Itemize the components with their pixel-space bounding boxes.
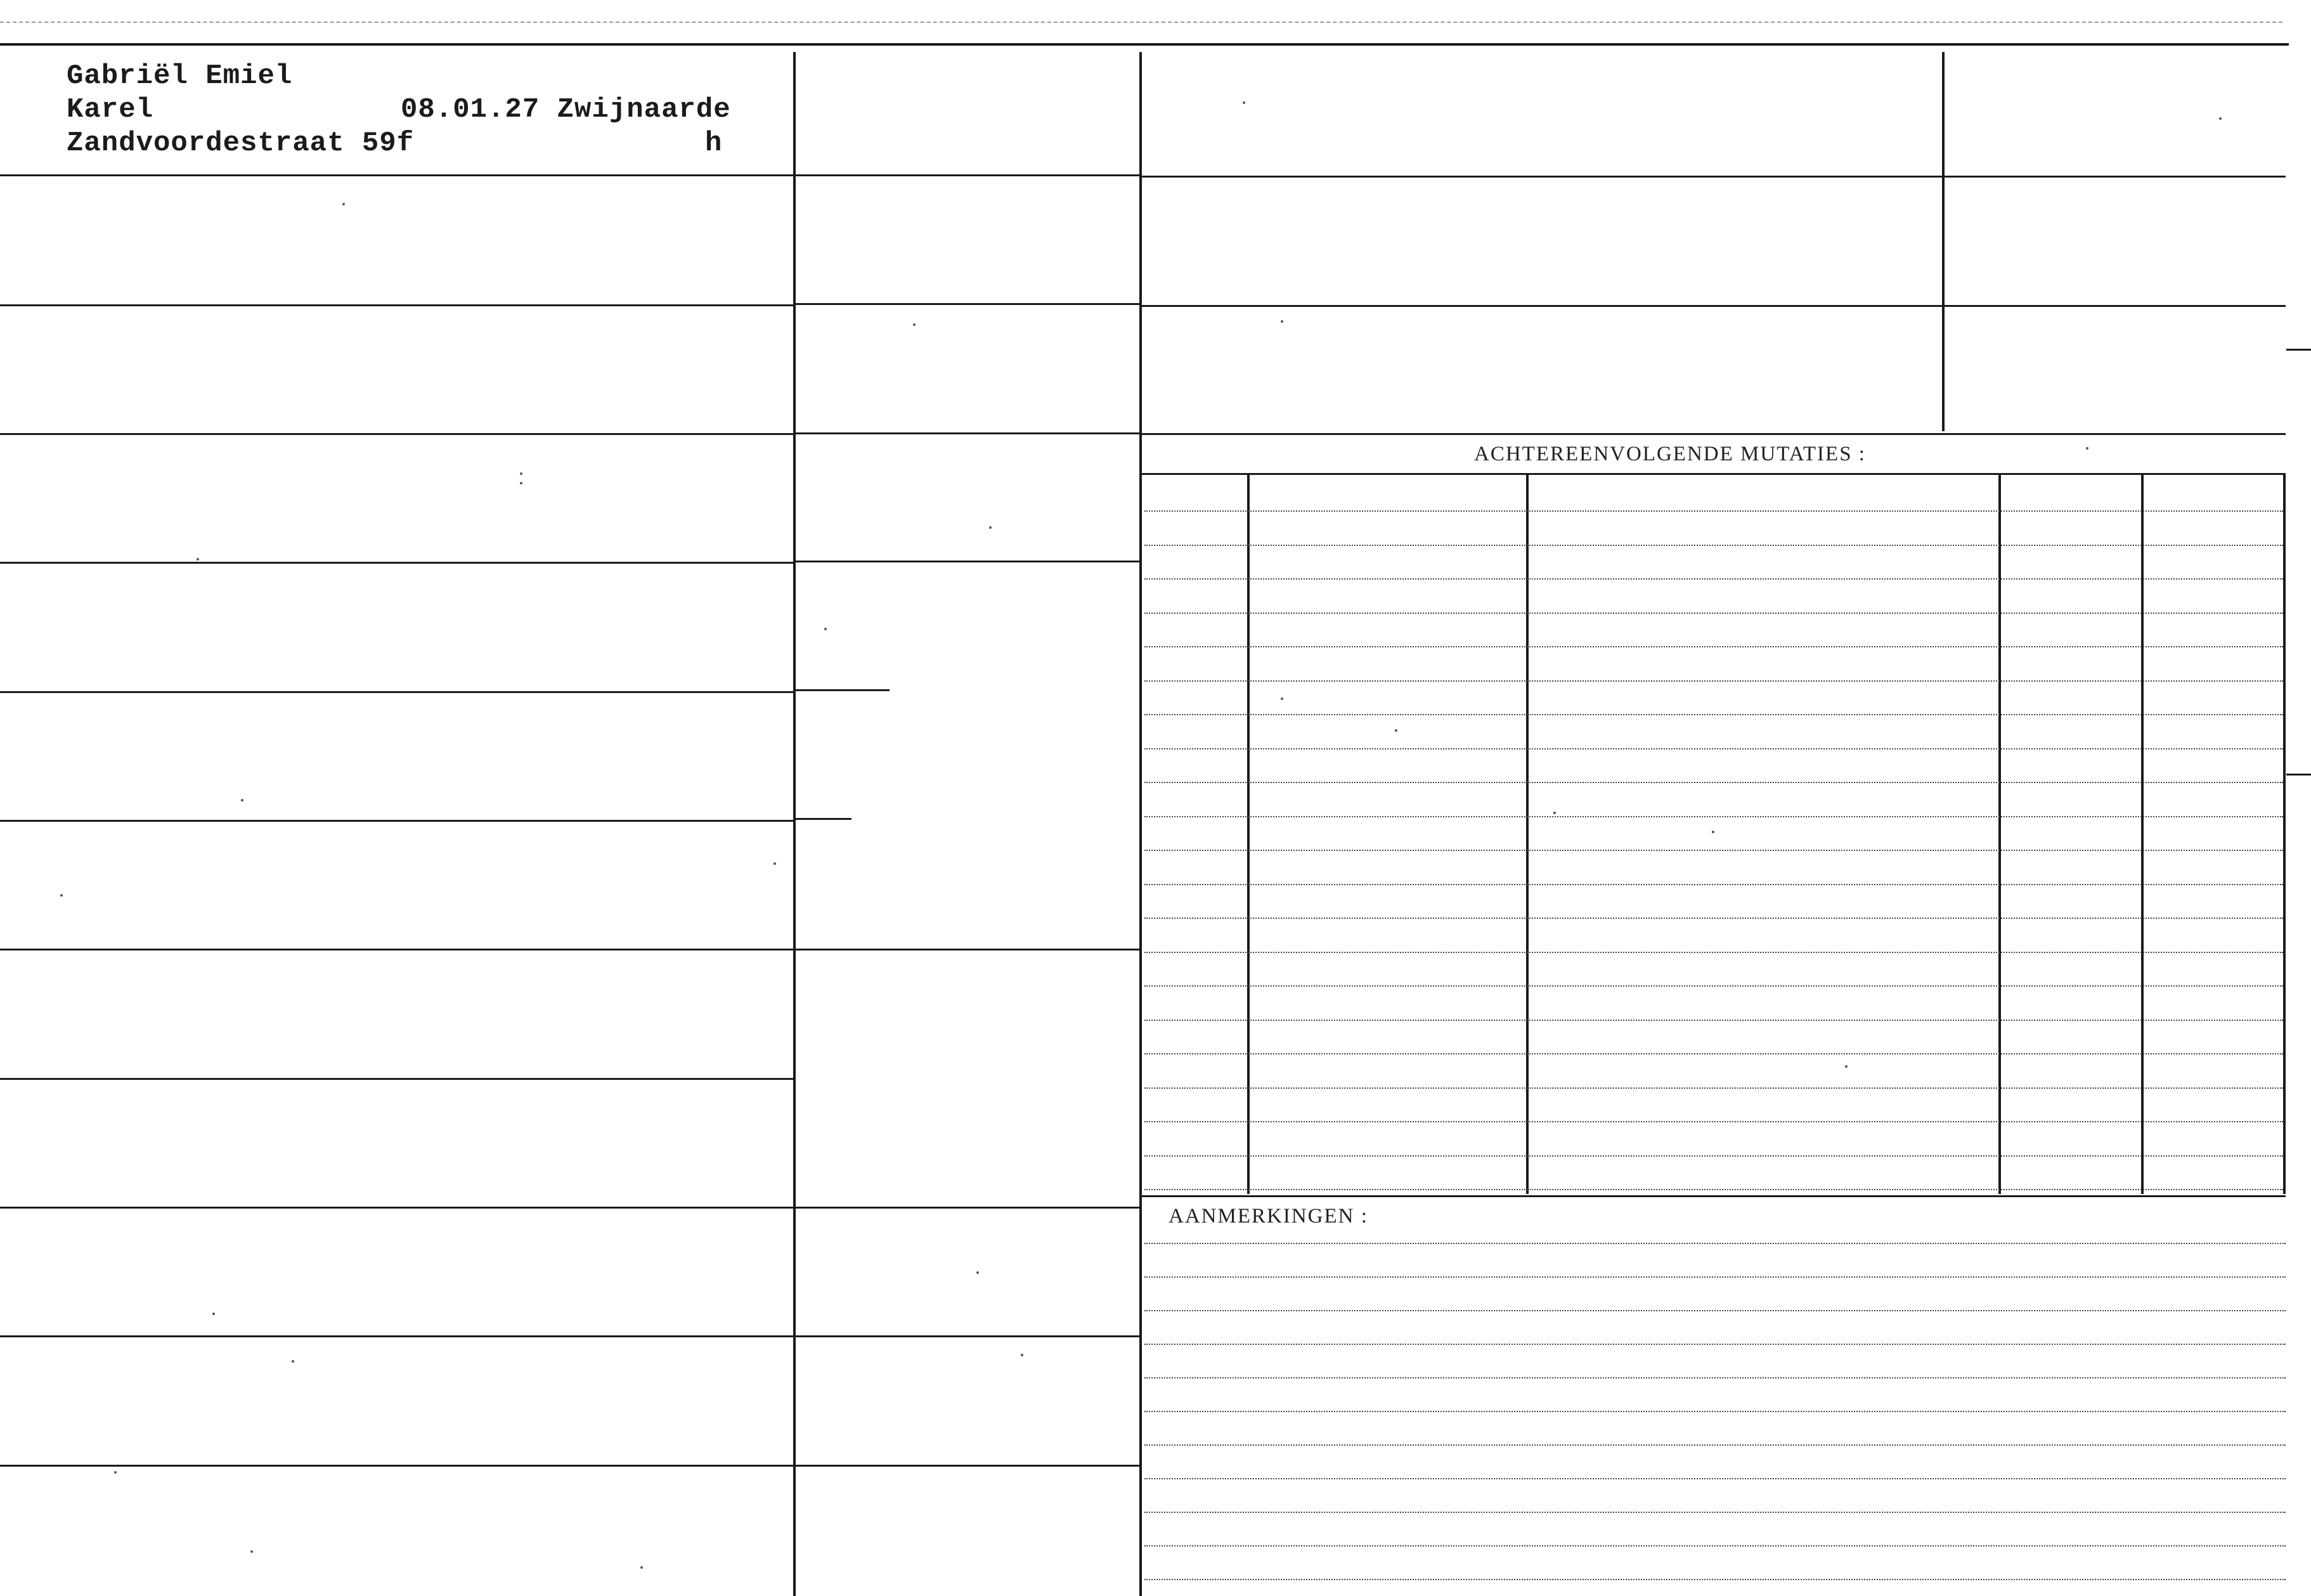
- speck: [1712, 831, 1714, 833]
- right-edge-tick: [2286, 349, 2311, 351]
- speck: [1395, 729, 1397, 732]
- remarks-heading: AANMERKINGEN :: [1168, 1205, 1368, 1228]
- speck: [2086, 447, 2088, 450]
- speck: [913, 323, 916, 326]
- mutations-col-1: [1247, 474, 1250, 1194]
- row-line: [794, 561, 1141, 562]
- row-line: [794, 1335, 1141, 1337]
- remark-row-line: [1144, 1579, 2286, 1580]
- remark-row-line: [1144, 1276, 2286, 1278]
- mutations-table-bottom: [1141, 1195, 2286, 1197]
- top-dotted-edge: [0, 22, 2282, 23]
- mutation-row-line: [1144, 748, 2283, 749]
- row-line: [794, 1207, 1141, 1209]
- remark-row-line: [1144, 1478, 2286, 1479]
- mutation-row-line: [1144, 1121, 2283, 1122]
- remark-row-line: [1144, 1344, 2286, 1345]
- row-line: [0, 691, 794, 693]
- middle-column-divider: [1139, 52, 1142, 1596]
- speck: [292, 1360, 294, 1363]
- speck: [1845, 1065, 1848, 1068]
- row-line: [794, 1465, 1141, 1467]
- mutation-row-line: [1144, 1020, 2283, 1021]
- speck: [1281, 697, 1283, 700]
- row-line: [794, 949, 1141, 950]
- mutation-row-line: [1144, 646, 2283, 647]
- row-line: [794, 689, 890, 691]
- row-line: [794, 818, 851, 820]
- speck: [774, 862, 776, 865]
- row-line: [0, 174, 794, 176]
- mutations-table-top: [1141, 473, 2286, 475]
- address-line: Zandvoordestraat 59f: [67, 127, 415, 159]
- speck: [1021, 1354, 1023, 1356]
- remark-row-line: [1144, 1444, 2286, 1446]
- row-line: [0, 1335, 794, 1337]
- mutation-row-line: [1144, 884, 2283, 885]
- speck: [60, 894, 63, 897]
- marker-letter: h: [705, 127, 723, 159]
- remark-row-line: [1144, 1545, 2286, 1547]
- mutations-col-4: [2141, 474, 2144, 1194]
- right-row-line: [1141, 176, 2286, 178]
- mutation-row-line: [1144, 816, 2283, 817]
- mutation-row-line: [1144, 1087, 2283, 1089]
- row-line: [0, 1207, 794, 1209]
- mutation-row-line: [1144, 613, 2283, 614]
- remark-row-line: [1144, 1243, 2286, 1244]
- mutations-col-2: [1526, 474, 1529, 1194]
- row-line: [794, 432, 1141, 434]
- speck: [114, 1471, 117, 1474]
- row-line: [0, 1465, 794, 1467]
- birth-info: 08.01.27 Zwijnaarde: [401, 94, 731, 126]
- speck: [250, 1550, 253, 1553]
- remark-row-line: [1144, 1310, 2286, 1311]
- speck: [241, 799, 243, 801]
- mutation-row-line: [1144, 510, 2283, 512]
- mutation-row-line: [1144, 1155, 2283, 1157]
- mutations-col-3: [1998, 474, 2001, 1194]
- row-line: [794, 174, 1141, 176]
- speck: [2219, 117, 2222, 120]
- mutation-row-line: [1144, 918, 2283, 919]
- mutation-row-line: [1144, 714, 2283, 715]
- row-line: [0, 1078, 794, 1080]
- row-line: [0, 433, 794, 435]
- speck: [824, 628, 827, 630]
- speck: [976, 1271, 979, 1274]
- remark-row-line: [1144, 1377, 2286, 1379]
- mutations-heading: ACHTEREENVOLGENDE MUTATIES :: [1474, 443, 1866, 465]
- speck: [197, 558, 199, 561]
- row-line: [0, 949, 794, 950]
- remark-row-line: [1144, 1512, 2286, 1513]
- right-top-divider: [1942, 52, 1945, 431]
- speck: [520, 482, 522, 484]
- right-edge-tick: [2286, 774, 2311, 775]
- speck: [1281, 320, 1283, 323]
- mutation-row-line: [1144, 578, 2283, 580]
- right-row-line: [1141, 433, 2286, 435]
- remark-row-line: [1144, 1411, 2286, 1412]
- mutation-row-line: [1144, 680, 2283, 682]
- speck: [342, 203, 345, 205]
- mutation-row-line: [1144, 1053, 2283, 1054]
- speck: [212, 1313, 215, 1315]
- left-column-divider: [793, 52, 796, 1596]
- mutation-row-line: [1144, 545, 2283, 546]
- name-line-2: Karel: [67, 94, 154, 126]
- speck: [1243, 101, 1245, 104]
- speck: [1553, 812, 1556, 814]
- mutation-row-line: [1144, 952, 2283, 953]
- mutation-row-line: [1144, 782, 2283, 783]
- speck: [520, 472, 522, 475]
- row-line: [0, 304, 794, 306]
- speck: [989, 526, 992, 529]
- mutation-row-line: [1144, 985, 2283, 987]
- mutation-row-line: [1144, 850, 2283, 851]
- mutation-row-line: [1144, 1189, 2283, 1190]
- mutations-col-5: [2283, 474, 2286, 1194]
- row-line: [0, 820, 794, 822]
- row-line: [0, 562, 794, 564]
- name-line-1: Gabriël Emiel: [67, 60, 293, 92]
- right-row-line: [1141, 305, 2286, 307]
- row-line: [794, 303, 1141, 305]
- top-border: [0, 43, 2289, 46]
- speck: [640, 1566, 643, 1569]
